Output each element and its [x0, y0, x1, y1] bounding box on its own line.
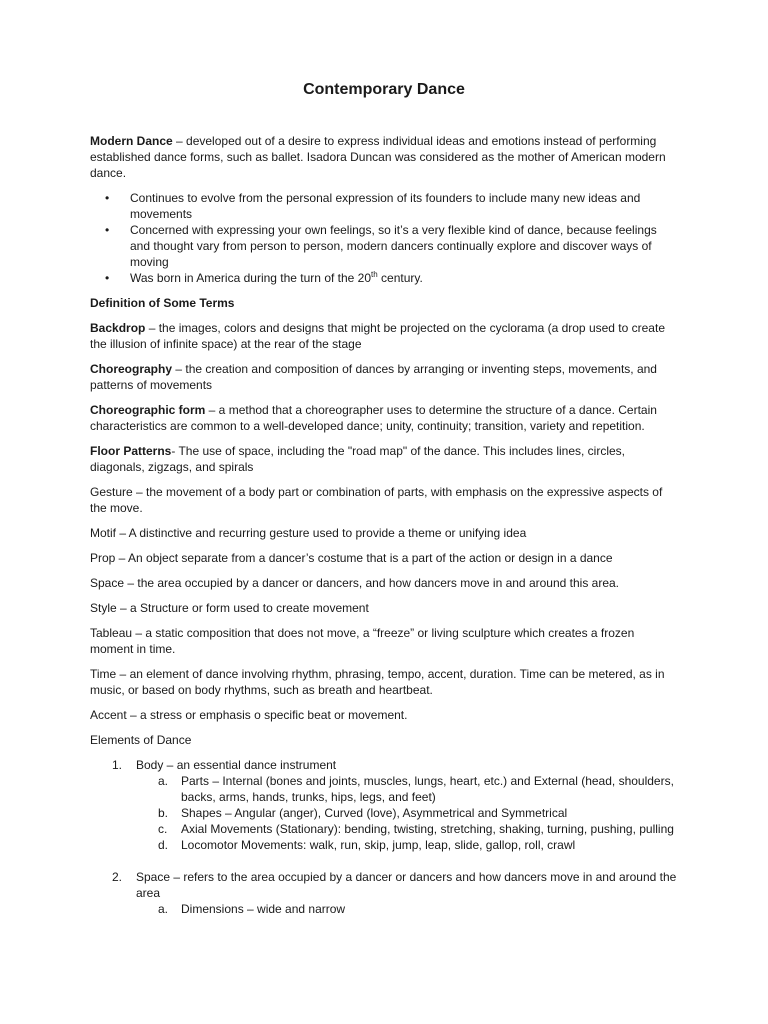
intro-paragraph [90, 133, 680, 181]
bullet-item [90, 190, 680, 222]
element-sublist [136, 901, 680, 917]
bullet-item [90, 222, 680, 270]
bullet-icon: • [105, 271, 110, 285]
sub-item-letter: d. [158, 838, 169, 852]
definition-text: – the images, colors and designs that might be projected on the cyclorama (a drop used to create the illusion of infinite space) at the rear of the stage [90, 321, 665, 351]
sub-item [136, 805, 680, 821]
sub-item-text: Shapes – Angular (anger), Curved (love), Asymmetrical and Symmetrical [181, 806, 568, 820]
definition-text: - The use of space, including the "road map" of the dance. This includes lines, circles, diagonals, zigzags, and spirals [90, 444, 626, 474]
definition-paragraph: Motif – A distinctive and recurring gesture used to provide a theme or unifying idea [90, 526, 527, 540]
sub-item-text: Locomotor Movements: walk, run, skip, jump, leap, slide, gallop, roll, crawl [181, 838, 576, 852]
bullet-text-superscript: th [371, 270, 378, 279]
sub-item [136, 821, 680, 837]
sub-item-letter: a. [158, 774, 169, 788]
definition-paragraph: Space – the area occupied by a dancer or dancers, and how dancers move in and around this area. [90, 576, 620, 590]
sub-item [136, 773, 680, 805]
definition-text: – a method that a choreographer uses to determine the structure of a dance. Certain characteristics are common to a well-developed dance; unity, continuity; transition, variety and repetition. [90, 403, 657, 433]
element-number: 1. [112, 758, 123, 772]
definition-paragraph [90, 402, 680, 434]
definition-paragraph [90, 361, 680, 393]
elements-heading: Elements of Dance [90, 733, 192, 747]
document-body [90, 133, 680, 917]
definition-term: Floor Patterns [90, 444, 172, 458]
element-sublist [136, 773, 680, 853]
definition-text: – the creation and composition of dances by arranging or inventing steps, movements, and patterns of movements [90, 362, 657, 392]
terms-heading [90, 295, 680, 311]
definition-paragraph: Tableau – a static composition that does not move, a “freeze” or living sculpture which creates a frozen moment in time. [90, 626, 635, 656]
sub-item-letter: c. [158, 822, 168, 836]
intro-text: – developed out of a desire to express individual ideas and emotions instead of performing established dance forms, such as ballet. Isadora Duncan was considered as the mother of American modern dance. [90, 134, 666, 180]
bullet-text-post: century. [377, 271, 423, 285]
element-label: Space – refers to the area occupied by a dancer or dancers and how dancers move in and around the area [136, 870, 677, 900]
definition-paragraph: Gesture – the movement of a body part or combination of parts, with emphasis on the expressive aspects of the move. [90, 485, 663, 515]
sub-item [136, 901, 680, 917]
definition-paragraph [90, 443, 680, 475]
bullet-icon: • [105, 191, 110, 205]
element-item [90, 869, 680, 917]
definition-paragraph: Style – a Structure or form used to create movement [90, 601, 369, 615]
bullet-text-pre: Was born in America during the turn of the 20 [130, 271, 372, 285]
definition-paragraph [90, 320, 680, 352]
element-item [90, 757, 680, 853]
modern-dance-bullets [90, 190, 680, 286]
sub-item-letter: a. [158, 902, 169, 916]
sub-item-letter: b. [158, 806, 169, 820]
bullet-text: Continues to evolve from the personal expression of its founders to include many new ideas and movements [130, 191, 641, 221]
bullet-item [90, 270, 680, 286]
elements-list [90, 757, 680, 917]
sub-item-text: Dimensions – wide and narrow [181, 902, 346, 916]
definition-term: Backdrop [90, 321, 146, 335]
sub-item-text: Parts – Internal (bones and joints, muscles, lungs, heart, etc.) and External (head, shoulders, backs, arms, hands, trunks, hips, legs, and feet) [181, 774, 674, 804]
intro-term: Modern Dance [90, 134, 173, 148]
bullet-text: Concerned with expressing your own feelings, so it’s a very flexible kind of dance, because feelings and thought vary from person to person, modern dancers continually explore and discover ways of moving [130, 223, 657, 269]
definition-term: Choreography [90, 362, 173, 376]
definition-paragraph: Prop – An object separate from a dancer’s costume that is a part of the action or design in a dance [90, 551, 613, 565]
terms-heading-text: Definition of Some Terms [90, 296, 235, 310]
element-label: Body – an essential dance instrument [136, 758, 337, 772]
document-title: Contemporary Dance [303, 81, 465, 98]
definition-paragraph: Time – an element of dance involving rhythm, phrasing, tempo, accent, duration. Time can be metered, as in music, or based on body rhythms, such as breath and heartbeat. [90, 667, 665, 697]
element-number: 2. [112, 870, 123, 884]
bullet-icon: • [105, 223, 110, 237]
definition-paragraph: Accent – a stress or emphasis o specific beat or movement. [90, 708, 408, 722]
definition-term: Choreographic form [90, 403, 206, 417]
sub-item [136, 837, 680, 853]
sub-item-text: Axial Movements (Stationary): bending, twisting, stretching, shaking, turning, pushing, pulling [181, 822, 674, 836]
